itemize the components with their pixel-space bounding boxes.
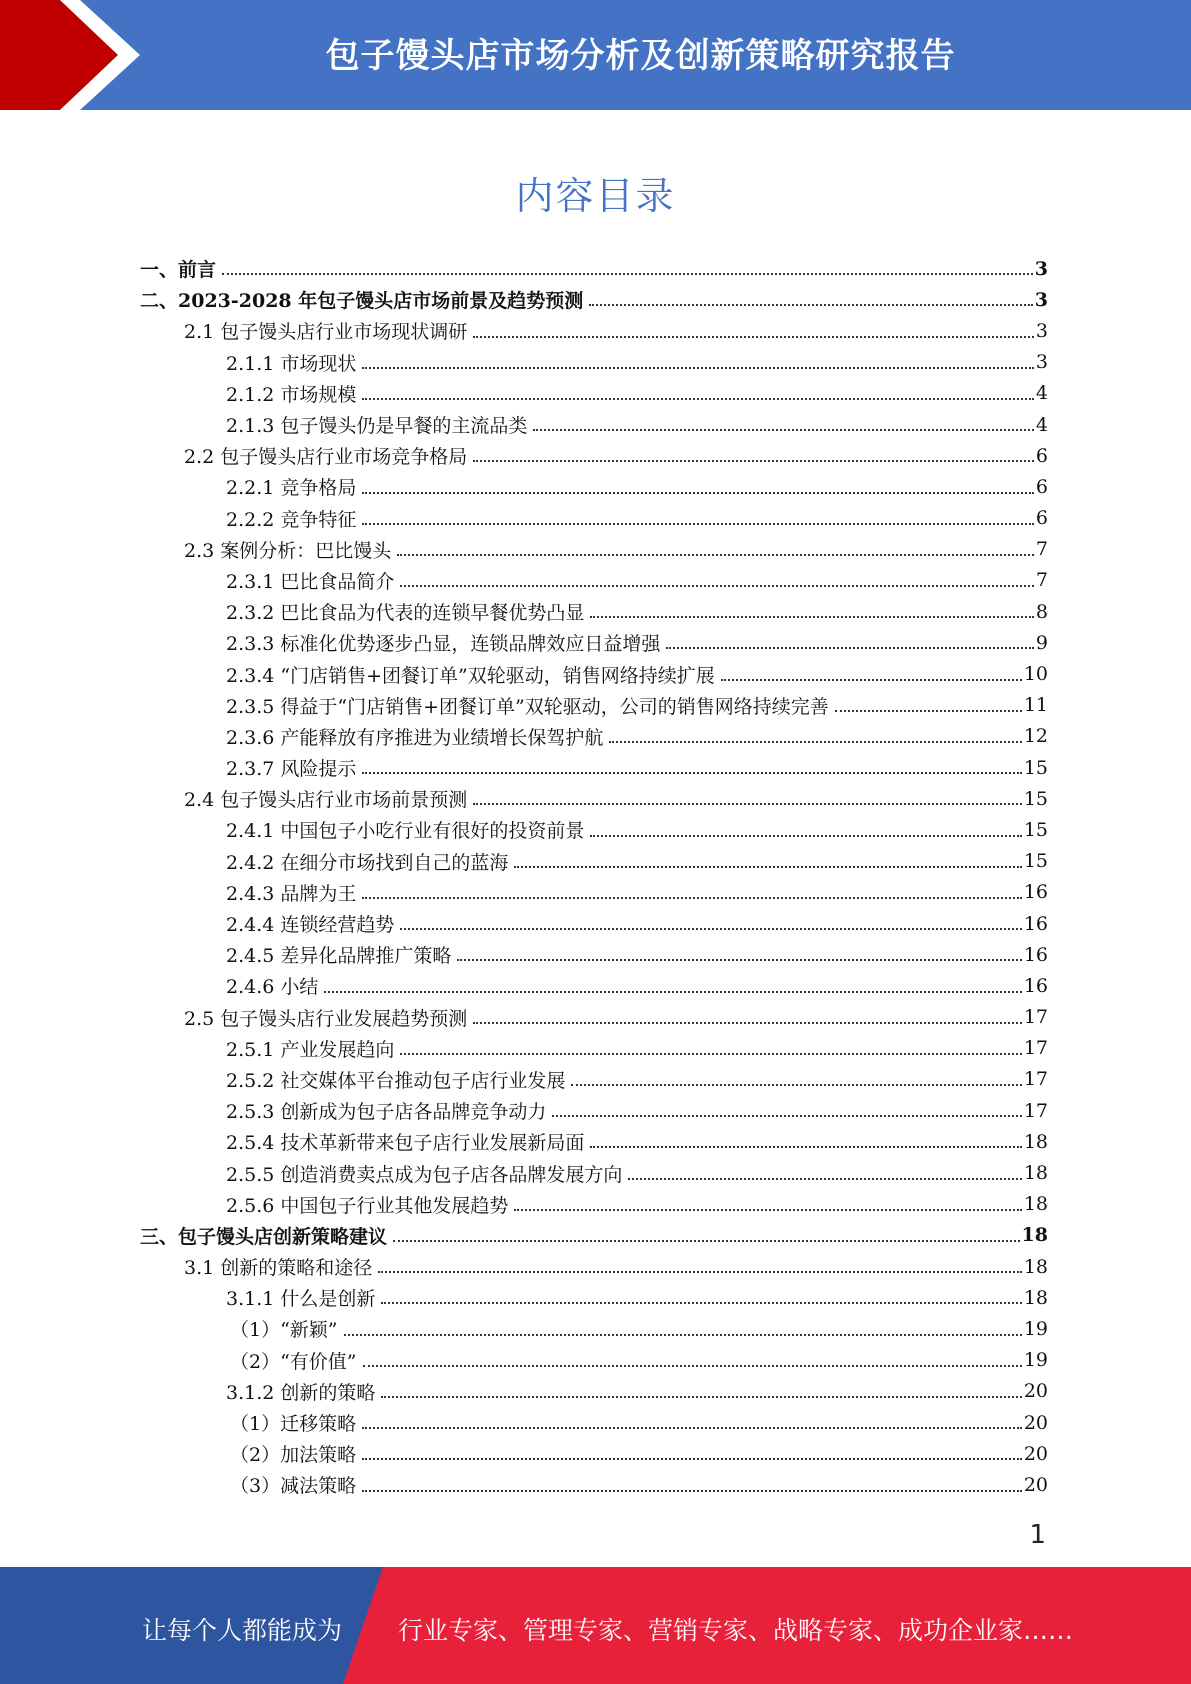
toc-entry[interactable]	[140, 503, 1048, 534]
toc-entry[interactable]	[140, 1064, 1048, 1095]
toc-entry[interactable]	[140, 783, 1048, 814]
toc-entry-page: 19	[1023, 1349, 1048, 1372]
toc-entry-page: 12	[1023, 725, 1048, 748]
toc-dot-leader	[590, 616, 1034, 618]
toc-entry[interactable]	[140, 409, 1048, 440]
toc-dot-leader	[362, 492, 1034, 494]
toc-entry-page: 3	[1035, 319, 1048, 342]
toc-entry-page: 6	[1035, 475, 1048, 498]
toc-entry[interactable]	[140, 347, 1048, 378]
toc-entry-label: （3）减法策略	[230, 1475, 357, 1498]
toc-entry-page: 6	[1035, 444, 1048, 467]
toc-entry[interactable]	[140, 846, 1048, 877]
toc-entry[interactable]	[140, 1407, 1048, 1438]
header-banner	[0, 0, 1191, 110]
toc-dot-leader	[362, 1458, 1022, 1460]
toc-entry-label: 2.5.1 产业发展趋向	[226, 1038, 395, 1061]
toc-entry-label: 2.3.6 产能释放有序推进为业绩增长保驾护航	[226, 726, 604, 749]
toc-entry[interactable]	[140, 1251, 1048, 1282]
toc-entry-page: 18	[1023, 1130, 1048, 1153]
toc-entry-page: 8	[1035, 600, 1048, 623]
toc-entry-label: 2.4.2 在细分市场找到自己的蓝海	[226, 851, 509, 874]
toc-entry-label: 2.4.6 小结	[226, 976, 319, 999]
toc-dot-leader	[666, 647, 1034, 649]
toc-dot-leader	[590, 1146, 1021, 1148]
toc-entry-page: 15	[1023, 787, 1048, 810]
toc-dot-leader	[514, 866, 1021, 868]
toc-dot-leader	[835, 710, 1022, 712]
toc-entry[interactable]	[140, 284, 1048, 315]
toc-entry-page: 16	[1023, 881, 1048, 904]
toc-entry[interactable]	[140, 1282, 1048, 1313]
toc-entry-label: 2.3.1 巴比食品简介	[226, 570, 395, 593]
toc-heading: 内容目录	[515, 174, 676, 218]
toc-entry-page: 7	[1035, 569, 1048, 592]
toc-entry-page: 20	[1023, 1442, 1048, 1465]
toc-entry[interactable]	[140, 1033, 1048, 1064]
toc-entry-label: 2.3.7 风险提示	[226, 758, 357, 781]
toc-entry[interactable]	[140, 970, 1048, 1001]
toc-dot-leader	[609, 741, 1021, 743]
toc-dot-leader	[324, 991, 1021, 993]
toc-dot-leader	[473, 803, 1022, 805]
toc-entry-page: 17	[1023, 1068, 1048, 1091]
toc-entry[interactable]	[140, 1126, 1048, 1157]
toc-dot-leader	[473, 460, 1034, 462]
toc-dot-leader	[362, 897, 1021, 899]
toc-entry-label: 2.3.4 “门店销售+团餐订单”双轮驱动，销售网络持续扩展	[226, 664, 715, 687]
toc-dot-leader	[590, 835, 1021, 837]
toc-entry-page: 18	[1023, 1162, 1048, 1185]
toc-entry-label: 2.4.4 连锁经营趋势	[226, 914, 395, 937]
toc-entry-page: 3	[1034, 288, 1048, 311]
toc-entry-label: 2.3.3 标准化优势逐步凸显，连锁品牌效应日益增强	[226, 633, 661, 656]
toc-entry-page: 20	[1023, 1411, 1048, 1434]
footer-banner	[0, 1567, 1191, 1684]
toc-dot-leader	[362, 1427, 1022, 1429]
toc-entry[interactable]	[140, 752, 1048, 783]
toc-entry-page: 20	[1023, 1473, 1048, 1496]
toc-entry-label: 2.3.2 巴比食品为代表的连锁早餐优势凸显	[226, 602, 585, 625]
toc-dot-leader	[397, 554, 1034, 556]
toc-entry[interactable]	[140, 658, 1048, 689]
toc-dot-leader	[571, 1084, 1021, 1086]
toc-entry[interactable]	[140, 877, 1048, 908]
toc-entry-label: 2.1.1 市场现状	[226, 352, 357, 375]
toc-dot-leader	[378, 1271, 1022, 1273]
toc-entry[interactable]	[140, 721, 1048, 752]
footer-slogan-right: 行业专家、管理专家、营销专家、战略专家、成功企业家……	[398, 1616, 1074, 1645]
toc-entry-page: 18	[1023, 1255, 1048, 1278]
toc-entry-page: 19	[1023, 1317, 1048, 1340]
toc-entry[interactable]	[140, 1002, 1048, 1033]
toc-entry-label: 三、包子馒头店创新策略建议	[140, 1225, 388, 1248]
toc-entry-page: 11	[1023, 694, 1048, 717]
toc-dot-leader	[362, 772, 1021, 774]
toc-dot-leader	[381, 1302, 1021, 1304]
toc-dot-leader	[473, 336, 1034, 338]
toc-entry-page: 3	[1035, 351, 1048, 374]
toc-entry[interactable]	[140, 596, 1048, 627]
toc-entry-page: 7	[1035, 538, 1048, 561]
toc-entry-label: 2.5.5 创造消费卖点成为包子店各品牌发展方向	[226, 1163, 623, 1186]
toc-dot-leader	[552, 1115, 1021, 1117]
toc-entry-page: 16	[1023, 943, 1048, 966]
toc-entry[interactable]	[140, 253, 1048, 284]
toc-entry-label: （1）“新颖”	[230, 1319, 338, 1342]
toc-entry-label: 3.1 创新的策略和途径	[184, 1257, 373, 1280]
toc-entry-label: （2）“有价值”	[230, 1350, 357, 1373]
toc-dot-leader	[362, 367, 1034, 369]
toc-entry[interactable]	[140, 1189, 1048, 1220]
toc-entry[interactable]	[140, 814, 1048, 845]
toc-dot-leader	[533, 429, 1034, 431]
toc-entry-label: 2.5.3 创新成为包子店各品牌竞争动力	[226, 1101, 547, 1124]
toc-entry-label: 2.4 包子馒头店行业市场前景预测	[184, 789, 468, 812]
toc-entry[interactable]	[140, 1220, 1048, 1251]
toc-entry-label: 2.4.1 中国包子小吃行业有很好的投资前景	[226, 820, 585, 843]
toc-dot-leader	[393, 1240, 1020, 1242]
toc-entry-page: 18	[1021, 1224, 1048, 1247]
toc-entry-page: 20	[1023, 1380, 1048, 1403]
toc-dot-leader	[721, 679, 1022, 681]
toc-entry-label: 2.4.3 品牌为王	[226, 882, 357, 905]
toc-entry-page: 15	[1023, 818, 1048, 841]
footer-slogan-left: 让每个人都能成为	[142, 1616, 343, 1645]
toc-dot-leader	[628, 1178, 1021, 1180]
toc-entry[interactable]	[140, 690, 1048, 721]
toc-dot-leader	[362, 1490, 1022, 1492]
toc-entry-page: 4	[1035, 413, 1048, 436]
toc-entry[interactable]	[140, 1469, 1048, 1500]
toc-entry-label: 2.2.2 竞争特征	[226, 508, 357, 531]
toc-entry-label: 一、前言	[140, 259, 217, 282]
toc-dot-leader	[222, 273, 1033, 275]
toc-entry-label: 2.5 包子馒头店行业发展趋势预测	[184, 1007, 468, 1030]
toc-dot-leader	[457, 959, 1021, 961]
toc-entry-page: 15	[1023, 850, 1048, 873]
toc-entry-page: 10	[1023, 663, 1048, 686]
toc-entry[interactable]	[140, 1345, 1048, 1376]
toc-entry-label: 2.2.1 竞争格局	[226, 477, 357, 500]
toc-entry-label: 2.5.6 中国包子行业其他发展趋势	[226, 1194, 509, 1217]
toc-entry-page: 4	[1035, 382, 1048, 405]
toc-dot-leader	[344, 1334, 1022, 1336]
toc-entry[interactable]	[140, 471, 1048, 502]
toc-entry-label: 2.5.4 技术革新带来包子店行业发展新局面	[226, 1132, 585, 1155]
toc-entry[interactable]	[140, 1313, 1048, 1344]
toc-entry-label: 3.1.2 创新的策略	[226, 1381, 376, 1404]
toc-dot-leader	[514, 1209, 1021, 1211]
corner-arrow-decoration	[0, 0, 160, 110]
toc-entry-label: 二、2023-2028 年包子馒头店市场前景及趋势预测	[140, 290, 584, 313]
toc-entry[interactable]	[140, 378, 1048, 409]
toc-entry-label: 2.1 包子馒头店行业市场现状调研	[184, 321, 468, 344]
toc-entry-page: 6	[1035, 507, 1048, 530]
toc-entry-page: 15	[1023, 756, 1048, 779]
toc-entry-label: 3.1.1 什么是创新	[226, 1288, 376, 1311]
toc-entry-page: 17	[1023, 1037, 1048, 1060]
toc-dot-leader	[400, 585, 1034, 587]
toc-entry-label: 2.3.5 得益于“门店销售+团餐订单”双轮驱动，公司的销售网络持续完善	[226, 695, 829, 718]
toc-entry-label: 2.1.3 包子馒头仍是早餐的主流品类	[226, 415, 528, 438]
toc-dot-leader	[473, 1022, 1022, 1024]
toc-entry[interactable]	[140, 534, 1048, 565]
toc-dot-leader	[589, 304, 1033, 306]
toc-entry-page: 17	[1023, 1099, 1048, 1122]
table-of-contents	[140, 253, 1048, 1501]
toc-entry[interactable]	[140, 1376, 1048, 1407]
toc-entry[interactable]	[140, 315, 1048, 346]
toc-entry-label: 2.2 包子馒头店行业市场竞争格局	[184, 446, 468, 469]
toc-entry[interactable]	[140, 1438, 1048, 1469]
toc-entry-page: 16	[1023, 912, 1048, 935]
toc-entry-page: 9	[1035, 631, 1048, 654]
toc-entry[interactable]	[140, 908, 1048, 939]
toc-entry-page: 17	[1023, 1006, 1048, 1029]
toc-entry-label: （1）迁移策略	[230, 1413, 357, 1436]
toc-entry-label: 2.5.2 社交媒体平台推动包子店行业发展	[226, 1069, 566, 1092]
toc-entry-label: 2.3 案例分析：巴比馒头	[184, 539, 392, 562]
page-number: 1	[1029, 1520, 1046, 1550]
toc-entry[interactable]	[140, 565, 1048, 596]
toc-entry-label: 2.1.2 市场规模	[226, 383, 357, 406]
toc-entry-page: 16	[1023, 974, 1048, 997]
toc-entry-label: 2.4.5 差异化品牌推广策略	[226, 945, 452, 968]
toc-dot-leader	[363, 1365, 1022, 1367]
toc-dot-leader	[400, 1053, 1021, 1055]
toc-entry[interactable]	[140, 1095, 1048, 1126]
toc-entry[interactable]	[140, 627, 1048, 658]
toc-dot-leader	[381, 1396, 1021, 1398]
toc-dot-leader	[400, 928, 1021, 930]
toc-entry-page: 18	[1023, 1193, 1048, 1216]
toc-entry[interactable]	[140, 939, 1048, 970]
toc-dot-leader	[362, 523, 1034, 525]
toc-entry-label: （2）加法策略	[230, 1444, 357, 1467]
report-title: 包子馒头店市场分析及创新策略研究报告	[325, 36, 956, 76]
toc-entry-page: 18	[1023, 1286, 1048, 1309]
toc-entry[interactable]	[140, 1157, 1048, 1188]
toc-entry-page: 3	[1034, 257, 1048, 280]
toc-dot-leader	[362, 398, 1034, 400]
toc-entry[interactable]	[140, 440, 1048, 471]
